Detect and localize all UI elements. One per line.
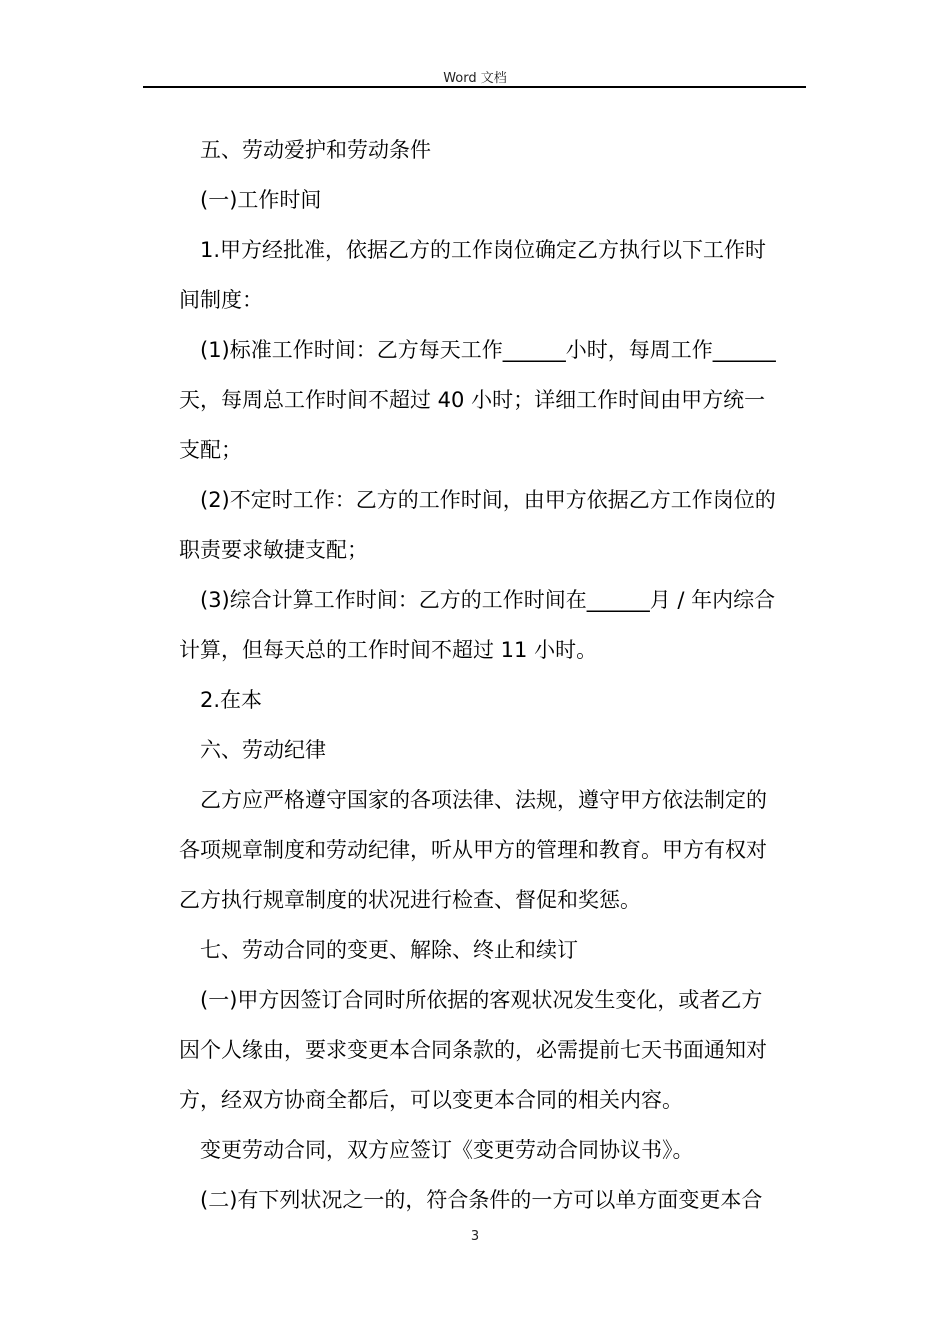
subsection-heading: (一)工作时间 [200, 188, 322, 212]
document-body [179, 125, 809, 1225]
paragraph-line: 计算，但每天总的工作时间不超过 11 小时。 [179, 638, 598, 662]
paragraph-line: 天，每周总工作时间不超过 40 小时；详细工作时间由甲方统一 [179, 388, 766, 412]
paragraph-line: (1)标准工作时间：乙方每天工作______小时，每周工作______ [200, 338, 776, 362]
section-heading: 七、劳动合同的变更、解除、终止和续订 [200, 938, 578, 962]
section-heading: 六、劳动纪律 [200, 738, 326, 762]
page-number: 3 [470, 1229, 480, 1244]
paragraph-line: (二)有下列状况之一的，符合条件的一方可以单方面变更本合 [200, 1188, 763, 1212]
paragraph-line: 职责要求敏捷支配； [179, 538, 368, 562]
paragraph-line: 乙方执行规章制度的状况进行检查、督促和奖惩。 [179, 888, 641, 912]
section-heading: 五、劳动爱护和劳动条件 [200, 138, 431, 162]
paragraph-line: 各项规章制度和劳动纪律，听从甲方的管理和教育。甲方有权对 [179, 838, 767, 862]
paragraph-line: 2.在本 [200, 688, 263, 712]
paragraph-line: 变更劳动合同，双方应签订《变更劳动合同协议书》。 [200, 1138, 694, 1162]
paragraph-line: 方，经双方协商全都后，可以变更本合同的相关内容。 [179, 1088, 683, 1112]
paragraph-line: 1.甲方经批准，依据乙方的工作岗位确定乙方执行以下工作时 [200, 238, 767, 262]
paragraph-line: 支配； [179, 438, 242, 462]
paragraph-line: (3)综合计算工作时间：乙方的工作时间在______月 / 年内综合 [200, 588, 776, 612]
header-divider [143, 86, 806, 88]
paragraph-line: 乙方应严格遵守国家的各项法律、法规，遵守甲方依法制定的 [200, 788, 767, 812]
paragraph-line: (2)不定时工作：乙方的工作时间，由甲方依据乙方工作岗位的 [200, 488, 776, 512]
paragraph-line: 间制度： [179, 288, 263, 312]
paragraph-line: (一)甲方因签订合同时所依据的客观状况发生变化，或者乙方 [200, 988, 763, 1012]
page-header-title: Word 文档 [443, 71, 507, 86]
paragraph-line: 因个人缘由，要求变更本合同条款的，必需提前七天书面通知对 [179, 1038, 767, 1062]
